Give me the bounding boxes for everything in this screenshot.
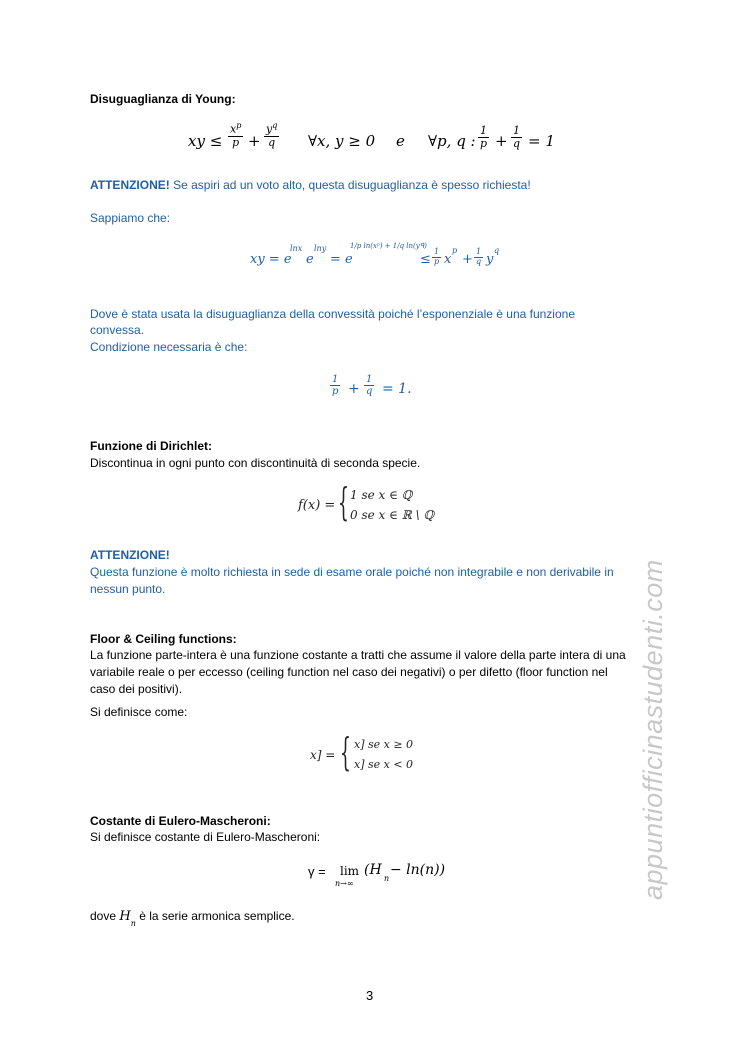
young-f3-n2: 1 <box>366 374 373 385</box>
dirichlet-attention-line1: Questa funzione è molto richiesta in sede di esame orale poiché non integrabile e non derivabile in <box>90 565 614 579</box>
floor-heading: Floor & Ceiling functions: <box>90 632 237 646</box>
young-f1-num1: x <box>230 122 237 136</box>
floor-left-brace: { <box>340 730 351 774</box>
young-f2-frac-a <box>432 248 441 267</box>
young-f1-plus2: + <box>495 132 508 150</box>
young-attention-label: ATTENZIONE! <box>90 178 170 192</box>
dirichlet-attention-label: ATTENZIONE! <box>90 548 170 562</box>
young-f2-b-d: q <box>475 256 482 266</box>
young-f1-e: e <box>396 132 405 150</box>
young-f1-den1: p <box>232 135 240 149</box>
floor-formula <box>310 730 440 778</box>
young-f1-c1: 1 <box>480 124 487 137</box>
young-f3-frac-1p <box>330 374 340 397</box>
young-f3-frac-1q <box>364 374 374 397</box>
young-f2-yq: q <box>494 246 500 255</box>
eulero-dove-sub: n <box>130 919 136 928</box>
young-f2-sup1: lnx <box>290 244 303 253</box>
young-f2-sup3: 1/p ln(xᵖ) + 1/q ln(yᑫ) <box>350 242 427 250</box>
young-f1-frac-1q <box>511 125 522 150</box>
floor-text-line2: variabile reale o per eccesso (ceiling function nel caso dei negativi) o per difetto (floor function nel <box>90 665 608 679</box>
floor-text-line1: La funzione parte-intera è una funzione costante a tratti che assume il valore della parte intera di una <box>90 648 626 662</box>
eulero-dove-a: dove <box>90 909 120 923</box>
young-f2-y: y <box>486 252 494 267</box>
young-condizione: Condizione necessaria è che: <box>90 340 248 354</box>
floor-f-lhs: x] = <box>310 748 336 762</box>
dirichlet-case1: 1 se x ∈ ℚ <box>350 488 413 502</box>
eulero-dove-h: H <box>119 909 131 924</box>
eulero-rest: − ln(n)) <box>390 862 446 878</box>
young-f2-frac-b <box>474 248 483 267</box>
young-proof-formula <box>250 240 510 276</box>
eulero-formula <box>308 858 448 892</box>
young-f2-xp: p <box>452 246 458 255</box>
dirichlet-attention-line2: nessun punto. <box>90 582 166 596</box>
young-f1-c4: q <box>512 137 521 151</box>
eulero-lim: lim <box>340 864 360 878</box>
young-attention-text: Se aspiri ad un voto alto, questa disuguaglianza è spesso richiesta! <box>169 178 531 192</box>
young-f3-n1: 1 <box>332 374 339 385</box>
eulero-heading: Costante di Eulero-Mascheroni: <box>90 814 271 828</box>
young-f3-d1: p <box>331 386 339 397</box>
page-number: 3 <box>366 988 374 1003</box>
young-f1-plus: + <box>248 132 261 150</box>
dirichlet-formula <box>298 480 458 528</box>
young-f2-lhs: xy = e <box>250 252 292 267</box>
young-f2-plus: + <box>462 252 473 267</box>
young-f2-e2: e <box>306 252 314 267</box>
floor-case2: x] se x < 0 <box>354 758 414 771</box>
young-f1-c2: p <box>479 137 488 151</box>
dirichlet-heading: Funzione di Dirichlet: <box>90 439 212 453</box>
floor-text-line3: caso dei positivi). <box>90 682 183 696</box>
young-f3-eq: = 1. <box>382 381 412 397</box>
eulero-paren-h: (H <box>364 862 382 878</box>
young-f2-sup2: lny <box>314 244 327 253</box>
young-attention-line <box>90 177 531 193</box>
young-f1-lhs: xy ≤ <box>188 132 223 150</box>
young-f2-x: x <box>444 252 452 267</box>
dirichlet-case2: 0 se x ∈ ℝ \ ℚ <box>350 508 434 522</box>
young-f2-a-n: 1 <box>434 247 440 256</box>
young-f1-frac-1p <box>478 125 489 150</box>
young-f1-frac-x <box>228 122 243 149</box>
young-dove-line1: Dove è stata usata la disuguaglianza della convessità poiché l’esponenziale è una funzione <box>90 307 575 321</box>
young-f1-sup2: q <box>272 121 278 130</box>
young-inequality-formula <box>188 122 568 162</box>
young-f1-den2: q <box>268 135 276 149</box>
dirichlet-left-brace: { <box>338 480 349 524</box>
young-f2-le: ≤ <box>420 252 431 267</box>
eulero-dove-line <box>90 908 295 926</box>
eulero-dove-b: è la serie armonica semplice. <box>135 909 295 923</box>
young-condition-formula <box>330 374 430 404</box>
floor-definition-intro: Si definisce come: <box>90 705 188 719</box>
eulero-text: Si definisce costante di Eulero-Mascheroni: <box>90 830 321 844</box>
young-f2-eq: = e <box>330 252 353 267</box>
young-f2-b-n: 1 <box>476 247 482 256</box>
young-f1-c3: 1 <box>513 124 520 137</box>
young-f3-plus: + <box>348 381 360 397</box>
floor-case1: x] se x ≥ 0 <box>354 738 414 751</box>
young-f1-forall-xy: ∀x, y ≥ 0 <box>308 132 376 150</box>
young-sappiamo: Sappiamo che: <box>90 211 171 225</box>
young-f1-num2: y <box>266 122 273 136</box>
young-f1-sup1: p <box>236 121 242 130</box>
young-f2-a-d: p <box>433 256 440 266</box>
eulero-lim-sub: n→∞ <box>335 879 354 888</box>
eulero-gamma: γ = <box>308 864 326 879</box>
watermark-text: appuntiofficinastudenti.com <box>638 559 668 900</box>
dirichlet-text: Discontinua in ogni punto con discontinuità di seconda specie. <box>90 456 421 470</box>
young-dove-line2: convessa. <box>90 323 145 337</box>
young-heading: Disuguaglianza di Young: <box>90 92 236 106</box>
young-f1-forall-pq: ∀p, q : <box>428 132 476 150</box>
young-f3-d2: q <box>365 386 373 397</box>
eulero-h-sub: n <box>384 874 390 883</box>
young-f1-frac-y <box>264 122 279 149</box>
dirichlet-f-lhs: f(x) = <box>298 498 336 513</box>
young-f1-eq: = 1 <box>528 132 555 150</box>
